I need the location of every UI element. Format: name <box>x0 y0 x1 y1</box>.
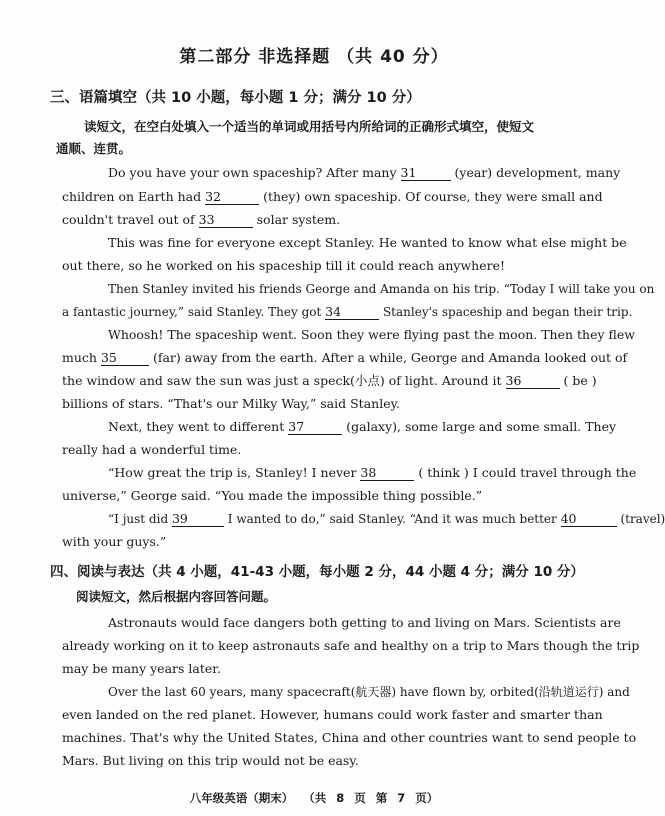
section-3-heading: 三、语篇填空（共 10 小题，每小题 1 分；满分 10 分） <box>50 90 421 106</box>
passage-line: children on Earth had 32 (they) own spaceship. Of course, they were small and <box>62 189 603 204</box>
passage-line: Then Stanley invited his friends George and Amanda on his trip. “Today I will take you on <box>108 282 655 296</box>
passage-line: out there, so he worked on his spaceship till it could reach anywhere! <box>62 258 506 273</box>
blank-37[interactable]: 37 <box>288 419 342 435</box>
passage-line: Next, they went to different 37 (galaxy), some large and some small. They <box>108 419 617 434</box>
section-3-instructions <box>56 116 576 160</box>
page-footer: 八年级英语（期末） （共 8 页 第 7 页） <box>189 791 439 805</box>
passage-line: may be many years later. <box>62 661 221 676</box>
passage-line: couldn't travel out of 33 solar system. <box>62 212 341 227</box>
passage-line: This was fine for everyone except Stanley. He wanted to know what else might be <box>108 235 627 250</box>
passage-line: already working on it to keep astronauts safe and healthy on a trip to Mars though the trip <box>62 638 640 653</box>
blank-33[interactable]: 33 <box>199 212 253 228</box>
passage-line: “I just did 39 I wanted to do,” said Stanley. “And it was much better 40 (travel) <box>108 511 665 526</box>
instr-line-1: 读短文，在空白处填入一个适当的单词或用括号内所给词的正确形式填空，使短文 <box>84 119 535 134</box>
passage-line: Whoosh! The spaceship went. Soon they were flying past the moon. Then they flew <box>108 327 635 342</box>
section-4-instructions: 阅读短文，然后根据内容回答问题。 <box>76 589 277 604</box>
passage-line: even landed on the red planet. However, humans could work faster and smarter than <box>62 707 603 722</box>
passage-line: a fantastic journey,” said Stanley. They got 34 Stanley's spaceship and began their trip. <box>62 304 633 319</box>
blank-35[interactable]: 35 <box>101 350 149 366</box>
blank-32[interactable]: 32 <box>205 189 259 205</box>
blank-31[interactable]: 31 <box>401 165 451 181</box>
passage-line: Mars. But living on this trip would not be easy. <box>62 753 359 768</box>
instr-line-2: 通顺、连贯。 <box>56 141 132 156</box>
blank-38[interactable]: 38 <box>360 465 414 481</box>
passage-line: “How great the trip is, Stanley! I never 38 ( think ) I could travel through the <box>108 465 637 480</box>
blank-34[interactable]: 34 <box>325 304 379 320</box>
passage-line: Astronauts would face dangers both getting to and living on Mars. Scientists are <box>108 615 621 630</box>
passage-line: the window and saw the sun was just a speck(小点) of light. Around it 36 ( be ) <box>62 373 597 388</box>
passage-line: machines. That's why the United States, China and other countries want to send people to <box>62 730 637 745</box>
blank-40[interactable]: 40 <box>561 511 617 527</box>
passage-line: universe,” George said. “You made the impossible thing possible.” <box>62 488 483 503</box>
section-4-heading: 四、阅读与表达（共 4 小题，41-43 小题，每小题 2 分，44 小题 4 分；满分 10 分） <box>50 564 584 580</box>
passage-line: billions of stars. “That's our Milky Way,” said Stanley. <box>62 396 400 411</box>
passage-line: Over the last 60 years, many spacecraft(航天器) have flown by, orbited(沿轨道运行) and <box>108 685 630 699</box>
page-title: 第二部分 非选择题 （共 40 分） <box>179 47 449 67</box>
blank-36[interactable]: 36 <box>506 373 560 389</box>
passage-line: really had a wonderful time. <box>62 442 242 457</box>
passage-line: Do you have your own spaceship? After many 31 (year) development, many <box>108 165 621 180</box>
passage-line: much 35 (far) away from the earth. After a while, George and Amanda looked out of <box>62 350 628 365</box>
passage-line: with your guys.” <box>62 534 167 549</box>
blank-39[interactable]: 39 <box>172 511 224 527</box>
